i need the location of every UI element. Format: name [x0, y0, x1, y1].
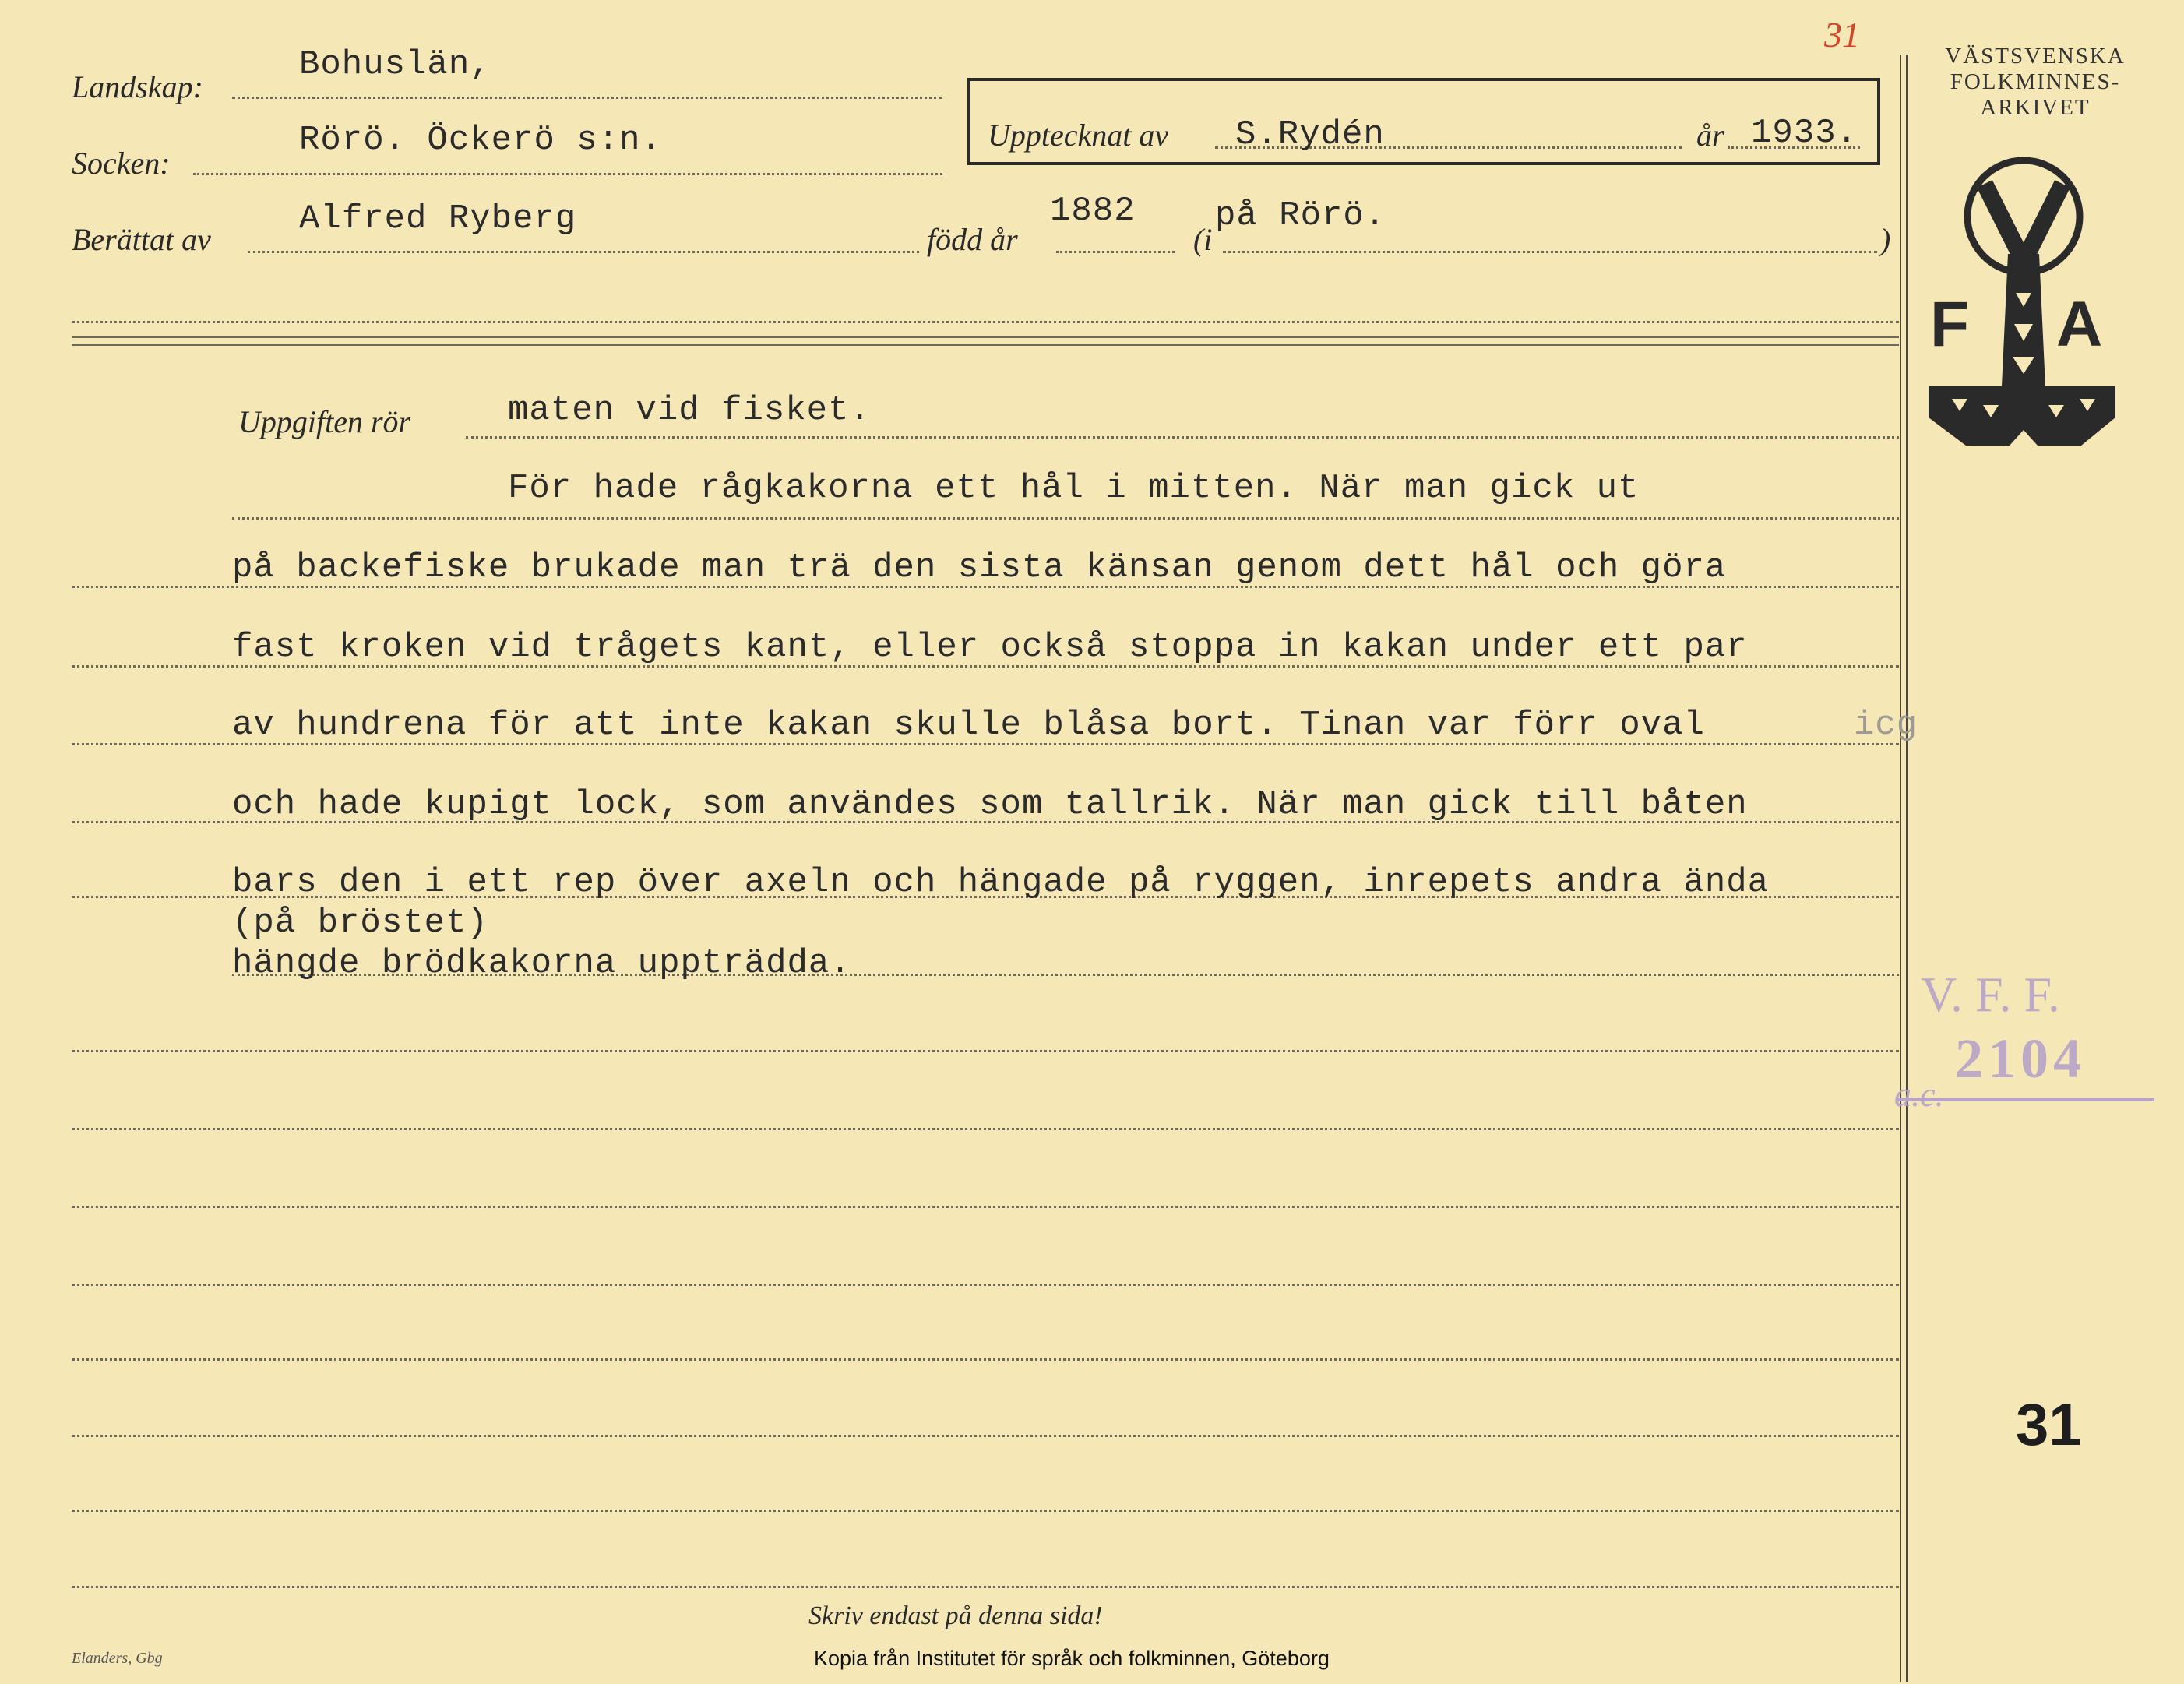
subject-line: [466, 436, 1899, 439]
page-number: 31: [2016, 1392, 2082, 1458]
copy-notice: Kopia från Institutet för språk och folkminnen, Göteborg: [814, 1647, 1330, 1670]
recorded-by-value: S.Rydén: [1235, 115, 1385, 154]
corner-number: 31: [1824, 15, 1860, 55]
margin-line-inner: [1900, 55, 1901, 1682]
body-line-3: fast kroken vid trågets kant, eller också stoppa in kakan under ett par: [232, 628, 1748, 667]
body-line-4: av hundrena för att inte kakan skulle blåsa bort. Tinan var förr oval: [232, 706, 1705, 745]
margin-line: [1906, 55, 1908, 1682]
recorded-by-label: Uppteckn​at av: [988, 118, 1169, 153]
ruled-line: [72, 1586, 1899, 1588]
subject-value: maten vid fisket.: [508, 391, 871, 430]
body-line-7: (på bröstet): [232, 904, 488, 942]
ruled-line: [72, 1128, 1899, 1130]
narrator-label: Berättat av: [72, 222, 211, 257]
birth-year-value: 1882: [1050, 192, 1136, 231]
ghost-text: icg: [1854, 706, 1918, 745]
printer-mark: Elanders, Gbg: [72, 1650, 163, 1667]
header-rule-bottom: [72, 344, 1899, 346]
archive-stamp-underline: [1897, 1098, 2154, 1101]
landskap-label: Landskap:: [72, 69, 203, 104]
socken-label: Socken:: [72, 146, 171, 181]
ruled-line: [72, 1435, 1899, 1437]
ruled-line: [72, 1284, 1899, 1286]
place-open: (i: [1193, 222, 1213, 257]
year-label: år: [1696, 118, 1724, 153]
body-line-6: bars den i ett rep över axeln och hängade på ryggen, inrepets andra ända: [232, 863, 1770, 902]
socken-line: [193, 173, 942, 175]
archive-line2: FOLKMINNES-: [1950, 69, 2121, 94]
logo-letter-a: A: [2056, 289, 2103, 360]
body-line-1: För hade rågkakorna ett hål i mitten. När man gick ut: [508, 469, 1640, 508]
ruled-line: [72, 1358, 1899, 1361]
ruled-line: [232, 517, 1899, 520]
birth-year-label: född år: [927, 222, 1018, 257]
place-line: [1223, 251, 1877, 253]
body-line-8: hängde brödkakorna uppträdda.: [232, 944, 851, 983]
archive-name: [1915, 44, 2156, 121]
archive-stamp-number: 2104: [1955, 1027, 2086, 1090]
logo-letter-f: F: [1930, 289, 1970, 360]
header-extra-line: [72, 321, 1899, 323]
narrator-value: Alfred Ryberg: [299, 199, 577, 238]
place-close: ): [1880, 222, 1891, 257]
archive-stamp-prefix: a.c.: [1894, 1076, 1944, 1114]
body-line-2: på backefiske brukade man trä den sista känsan genom dett hål och göra: [232, 548, 1727, 587]
ruled-line: [72, 1510, 1899, 1512]
body-line-5: och hade kupigt lock, som användes som tallrik. När man gick till båten: [232, 785, 1748, 824]
birth-year-line: [1056, 251, 1175, 253]
landskap-line: [232, 97, 942, 99]
footer-note: Skriv endast på denna sida!: [808, 1601, 1103, 1630]
year-value: 1933.: [1751, 114, 1858, 153]
header-rule-top: [72, 336, 1899, 338]
landskap-value: Bohuslän,: [299, 45, 491, 84]
subject-label: Uppgiften rör: [238, 404, 411, 439]
narrator-line: [248, 251, 919, 253]
archive-line3: ARKIVET: [1980, 95, 2091, 120]
ruled-line: [72, 1206, 1899, 1208]
archive-stamp-line1: V. F. F.: [1921, 967, 2060, 1022]
ruled-line: [72, 1050, 1899, 1052]
socken-value: Rörö. Öckerö s:n.: [299, 121, 662, 160]
archive-line1: VÄSTSVENSKA: [1945, 44, 2126, 69]
place-value: på Rörö.: [1215, 196, 1386, 235]
